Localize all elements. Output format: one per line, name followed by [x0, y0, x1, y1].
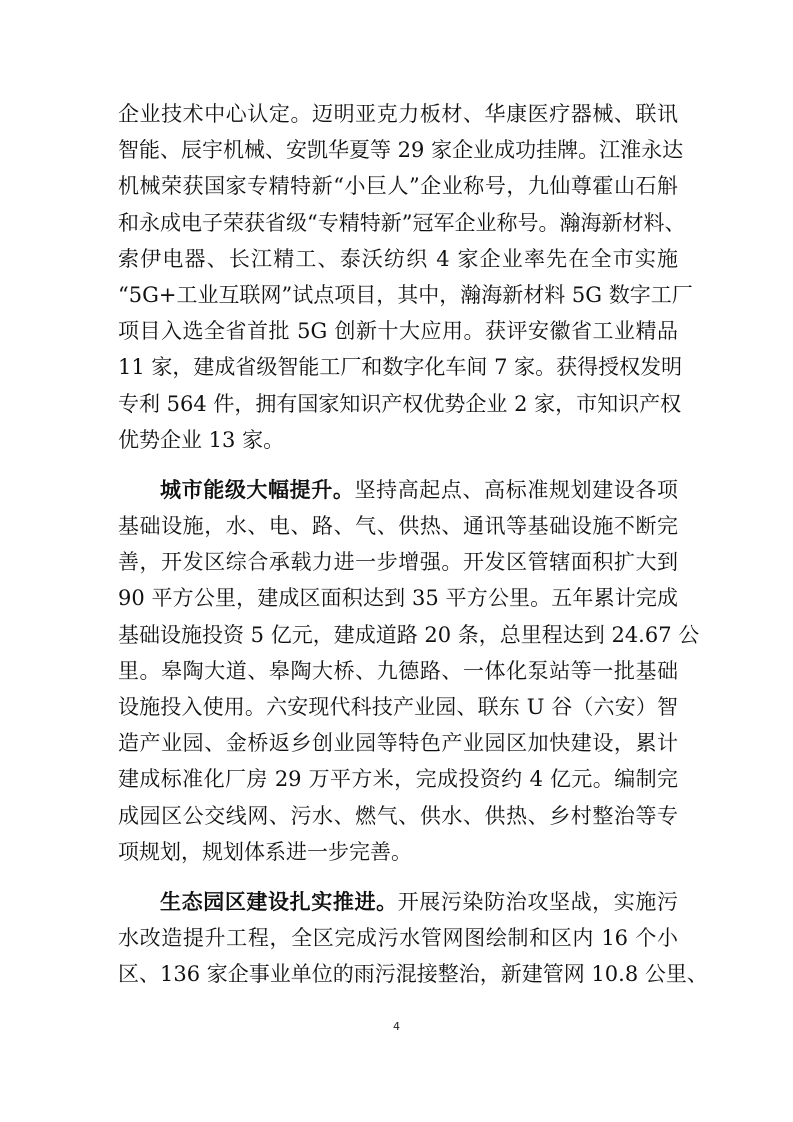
paragraph-gap: [118, 458, 678, 472]
body-text: [118, 96, 708, 993]
text-line: 项目入选全省首批 5G 创新十大应用。获评安徽省工业精品: [118, 319, 678, 344]
text-line: 设施投入使用。六安现代科技产业园、联东 U 谷（六安）智: [118, 695, 678, 719]
paragraph-heading: 生态园区建设扎实推进。: [160, 888, 398, 914]
text-line: 基础设施投资 5 亿元，建成道路 20 条，总里程达到 24.67 公: [118, 622, 700, 647]
text-line: [118, 472, 678, 508]
paragraph-eco-park: [118, 884, 708, 993]
text-line: 造产业园、金桥返乡创业园等特色产业园区加快建设，累计: [118, 731, 678, 756]
text-line: 11 家，建成省级智能工厂和数字化车间 7 家。获得授权发明: [118, 355, 683, 380]
text-line: 建成标准化厂房 29 万平方米，完成投资约 4 亿元。编制完: [118, 767, 678, 792]
text-line: 区、136 家企事业单位的雨污混接整治，新建管网 10.8 公里、: [118, 962, 708, 987]
text-line: “5G+工业互联网”试点项目，其中，瀚海新材料 5G 数字工厂: [118, 282, 693, 307]
paragraph-gap: [118, 870, 678, 884]
text-line: 专利 564 件，拥有国家知识产权优势企业 2 家，市知识产权: [118, 391, 682, 416]
text-line: 里。皋陶大道、皋陶大桥、九德路、一体化泵站等一批基础: [118, 658, 678, 683]
page-number: 4: [393, 1020, 400, 1033]
text-run: 开展污染防治攻坚战，实施污: [397, 889, 679, 914]
text-line: 优势企业 13 家。: [118, 427, 285, 452]
text-line: 基础设施，水、电、路、气、供热、通讯等基础设施不断完: [118, 514, 678, 539]
paragraph-enterprise-innovation: [118, 96, 693, 458]
text-run: 坚持高起点、高标准规划建设各项: [354, 477, 679, 502]
text-line: 90 平方公里，建成区面积达到 35 平方公里。五年累计完成: [118, 586, 678, 611]
text-line: 企业技术中心认定。迈明亚克力板材、华康医疗器械、联讯: [118, 102, 678, 126]
text-line: 机械荣获国家专精特新“小巨人”企业称号，九仙尊霍山石斛: [118, 174, 678, 199]
text-line: [118, 884, 678, 920]
text-line: 和永成电子荣获省级“专精特新”冠军企业称号。瀚海新材料、: [118, 210, 686, 235]
text-line: 项规划，规划体系进一步完善。: [118, 839, 412, 864]
paragraph-heading: 城市能级大幅提升。: [160, 476, 355, 502]
text-line: 成园区公交线网、污水、燃气、供水、供热、乡村整治等专: [118, 803, 678, 828]
text-line: 索伊电器、长江精工、泰沃纺织 4 家企业率先在全市实施: [118, 246, 678, 271]
paragraph-city-development: [118, 472, 700, 870]
text-line: 智能、辰宇机械、安凯华夏等 29 家企业成功挂牌。江淮永达: [118, 138, 684, 163]
text-line: 水改造提升工程，全区完成污水管网图绘制和区内 16 个小: [118, 926, 678, 951]
text-line: 善，开发区综合承载力进一步增强。开发区管辖面积扩大到: [118, 550, 678, 575]
